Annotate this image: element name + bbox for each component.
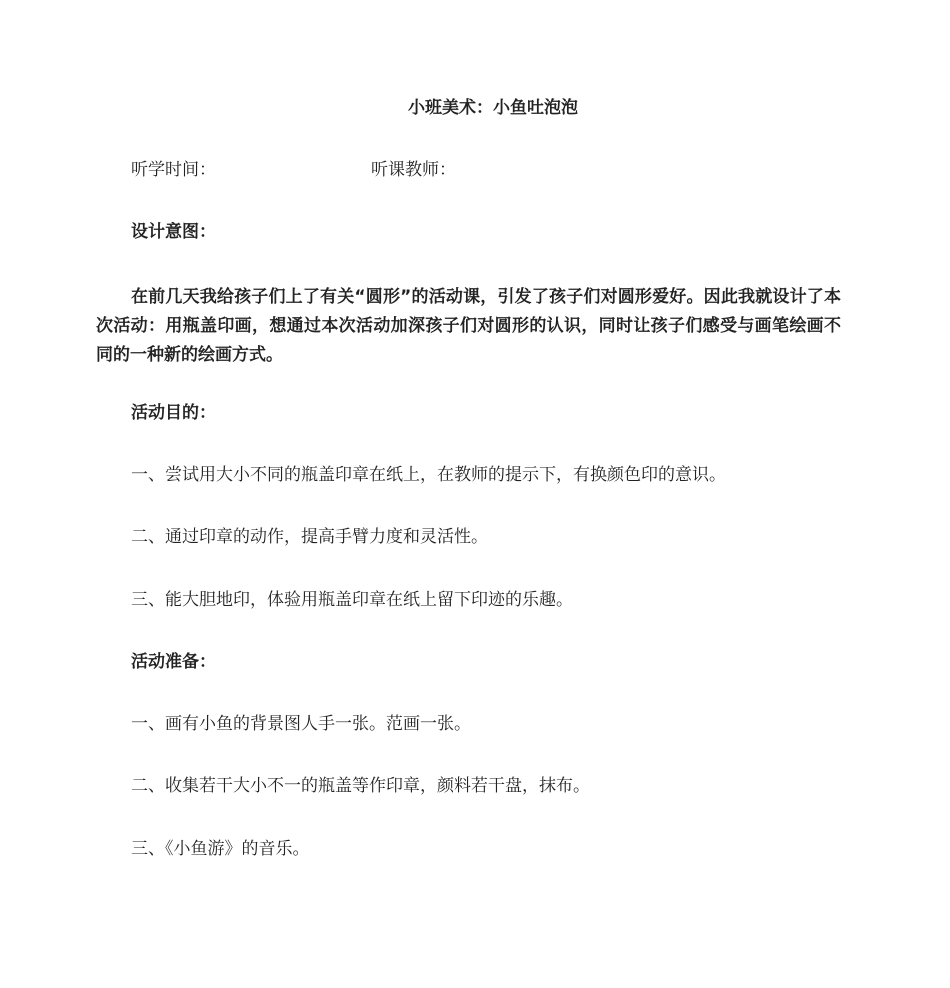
- prep-item-3: 三、《小鱼游》的音乐。: [131, 839, 310, 859]
- design-heading: 设计意图：: [131, 222, 216, 242]
- prep-item-2: 二、收集若干大小不一的瓶盖等作印章，颜料若干盘，抹布。: [131, 776, 590, 796]
- design-paragraph: 在前几天我给孩子们上了有关“圆形”的活动课，引发了孩子们对圆形爱好。因此我就设计了本次活动：用瓶盖印画，想通过本次活动加深孩子们对圆形的认识，同时让孩子们感受与画笔绘画不同的一种新的绘画方式。: [96, 287, 841, 365]
- goal-heading: 活动目的：: [131, 403, 216, 423]
- page-title: 小班美术：小鱼吐泡泡: [408, 98, 578, 118]
- goal-item-3: 三、能大胆地印，体验用瓶盖印章在纸上留下印迹的乐趣。: [131, 590, 573, 610]
- teacher-label: 听课教师：: [371, 160, 456, 180]
- prep-heading: 活动准备：: [131, 652, 216, 672]
- prep-item-1: 一、画有小鱼的背景图人手一张。范画一张。: [131, 714, 471, 734]
- listen-time-label: 听学时间：: [131, 160, 216, 180]
- goal-item-1: 一、尝试用大小不同的瓶盖印章在纸上，在教师的提示下，有换颜色印的意识。: [131, 465, 726, 485]
- goal-item-2: 二、通过印章的动作，提高手臂力度和灵活性。: [131, 527, 488, 547]
